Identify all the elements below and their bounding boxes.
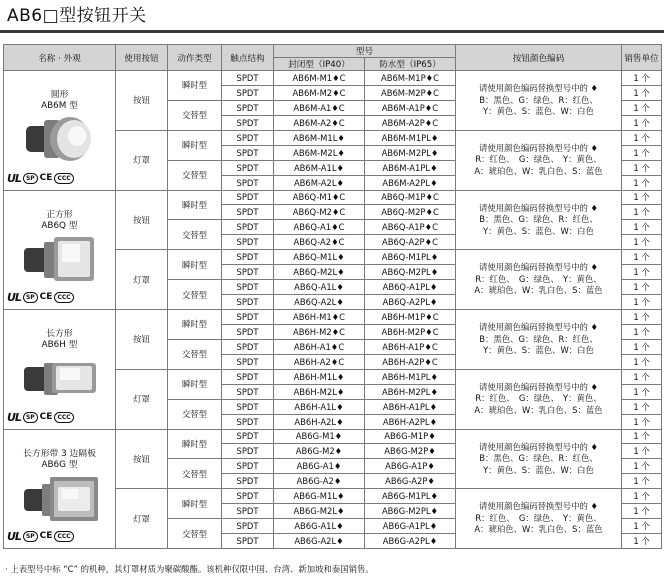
table-body — [4, 71, 662, 549]
contact-cell: SPDT — [222, 130, 274, 145]
model-sealed-cell: AB6M-M1L♦ — [274, 130, 365, 145]
header-action: 动作类型 — [168, 45, 222, 71]
model-sealed-cell: AB6Q-A1♦C — [274, 220, 365, 235]
product-type: AB6Q 型 — [41, 220, 78, 231]
certification-marks — [7, 292, 74, 303]
certification-marks — [7, 412, 74, 423]
table-row — [4, 429, 662, 444]
model-waterproof-cell: AB6Q-A1PL♦ — [365, 280, 456, 295]
product-name: 长方形 — [46, 329, 73, 340]
action-alternate-cell: 交替型 — [168, 280, 222, 310]
contact-cell: SPDT — [222, 175, 274, 190]
contact-cell: SPDT — [222, 235, 274, 250]
table-row — [4, 310, 662, 325]
model-sealed-cell: AB6G-M2L♦ — [274, 504, 365, 519]
color-code-cell — [456, 429, 622, 489]
sales-unit-cell: 1 个 — [622, 280, 662, 295]
action-momentary-cell: 瞬时型 — [168, 310, 222, 340]
contact-cell: SPDT — [222, 369, 274, 384]
sales-unit-cell: 1 个 — [622, 71, 662, 86]
action-momentary-cell: 瞬时型 — [168, 71, 222, 101]
model-sealed-cell: AB6G-M2♦ — [274, 444, 365, 459]
contact-cell: SPDT — [222, 265, 274, 280]
sales-unit-cell: 1 个 — [622, 205, 662, 220]
contact-cell: SPDT — [222, 190, 274, 205]
ce-mark-icon: CE — [39, 531, 53, 541]
model-sealed-cell: AB6Q-M1♦C — [274, 190, 365, 205]
use-button-cell: 按钮 — [116, 429, 168, 489]
csa-mark-icon: SP — [23, 173, 38, 184]
sales-unit-cell: 1 个 — [622, 414, 662, 429]
ccc-mark-icon: CCC — [54, 292, 73, 303]
model-waterproof-cell: AB6G-A2PL♦ — [365, 534, 456, 549]
sales-unit-cell: 1 个 — [622, 459, 662, 474]
header-sealed: 封闭型（IP40） — [274, 58, 365, 71]
sales-unit-cell: 1 个 — [622, 429, 662, 444]
model-sealed-cell: AB6M-M2L♦ — [274, 145, 365, 160]
ce-mark-icon: CE — [39, 292, 53, 302]
ul-mark-icon: UL — [7, 291, 21, 304]
sales-unit-cell: 1 个 — [622, 399, 662, 414]
model-sealed-cell: AB6H-A1♦C — [274, 339, 365, 354]
model-sealed-cell: AB6Q-A2♦C — [274, 235, 365, 250]
contact-cell: SPDT — [222, 354, 274, 369]
sales-unit-cell: 1 个 — [622, 265, 662, 280]
model-sealed-cell: AB6Q-M2L♦ — [274, 265, 365, 280]
color-code-line: Y：黄色、S：蓝色、W：白色 — [483, 464, 594, 475]
contact-cell: SPDT — [222, 414, 274, 429]
header-color: 按钮颜色编码 — [456, 45, 622, 71]
action-momentary-cell: 瞬时型 — [168, 489, 222, 519]
model-waterproof-cell: AB6M-A1P♦C — [365, 100, 456, 115]
model-sealed-cell: AB6H-M1L♦ — [274, 369, 365, 384]
color-code-line: A：琥珀色、W：乳白色、S：蓝色 — [474, 524, 603, 535]
model-sealed-cell: AB6Q-M2♦C — [274, 205, 365, 220]
sales-unit-cell: 1 个 — [622, 369, 662, 384]
model-sealed-cell: AB6G-A1♦ — [274, 459, 365, 474]
model-waterproof-cell: AB6Q-M1PL♦ — [365, 250, 456, 265]
model-waterproof-cell: AB6G-A1PL♦ — [365, 519, 456, 534]
model-sealed-cell: AB6H-A1L♦ — [274, 399, 365, 414]
sales-unit-cell: 1 个 — [622, 295, 662, 310]
model-sealed-cell: AB6H-M1♦C — [274, 310, 365, 325]
action-alternate-cell: 交替型 — [168, 519, 222, 549]
sales-unit-cell: 1 个 — [622, 504, 662, 519]
color-code-line: 请使用颜色编码替换型号中的 ♦ — [478, 501, 599, 512]
model-sealed-cell: AB6Q-A2L♦ — [274, 295, 365, 310]
model-waterproof-cell: AB6H-A2PL♦ — [365, 414, 456, 429]
sales-unit-cell: 1 个 — [622, 250, 662, 265]
model-sealed-cell: AB6G-A2♦ — [274, 474, 365, 489]
model-waterproof-cell: AB6M-A1PL♦ — [365, 160, 456, 175]
product-name: 正方形 — [46, 209, 73, 220]
model-waterproof-cell: AB6M-M2PL♦ — [365, 145, 456, 160]
color-code-cell — [456, 489, 622, 549]
model-sealed-cell: AB6M-A1♦C — [274, 100, 365, 115]
contact-cell: SPDT — [222, 85, 274, 100]
sales-unit-cell: 1 个 — [622, 310, 662, 325]
color-code-cell — [456, 71, 622, 131]
model-sealed-cell: AB6G-M1L♦ — [274, 489, 365, 504]
action-momentary-cell: 瞬时型 — [168, 429, 222, 459]
use-button-cell: 按钮 — [116, 71, 168, 131]
color-code-line: B：黑色、G：绿色、R：红色、 — [479, 453, 598, 464]
sales-unit-cell: 1 个 — [622, 85, 662, 100]
product-name: 圆形 — [50, 90, 69, 101]
action-momentary-cell: 瞬时型 — [168, 190, 222, 220]
sales-unit-cell: 1 个 — [622, 175, 662, 190]
product-type: AB6H 型 — [41, 340, 78, 351]
sales-unit-cell: 1 个 — [622, 130, 662, 145]
color-code-line: A：琥珀色、W：乳白色、S：蓝色 — [474, 404, 603, 415]
header-unit: 销售单位 — [622, 45, 662, 71]
sales-unit-cell: 1 个 — [622, 489, 662, 504]
model-sealed-cell: AB6M-M2♦C — [274, 85, 365, 100]
csa-mark-icon: SP — [23, 412, 38, 423]
model-waterproof-cell: AB6M-M1PL♦ — [365, 130, 456, 145]
model-waterproof-cell: AB6Q-A1P♦C — [365, 220, 456, 235]
product-cell — [4, 429, 116, 549]
pushbutton-photo-icon — [20, 471, 100, 527]
page-title: AB6□型按钮开关 — [7, 6, 147, 26]
sales-unit-cell: 1 个 — [622, 384, 662, 399]
product-cell — [4, 310, 116, 430]
color-code-line: 请使用颜色编码替换型号中的 ♦ — [478, 262, 599, 273]
color-code-cell — [456, 250, 622, 310]
model-waterproof-cell: AB6H-M1P♦C — [365, 310, 456, 325]
contact-cell: SPDT — [222, 310, 274, 325]
contact-cell: SPDT — [222, 295, 274, 310]
use-lamp-cover-cell: 灯罩 — [116, 130, 168, 190]
ccc-mark-icon: CCC — [54, 412, 73, 423]
model-waterproof-cell: AB6M-A2PL♦ — [365, 175, 456, 190]
color-code-cell — [456, 190, 622, 250]
model-waterproof-cell: AB6G-A1P♦ — [365, 459, 456, 474]
action-alternate-cell: 交替型 — [168, 100, 222, 130]
header-contact: 触点结构 — [222, 45, 274, 71]
contact-cell: SPDT — [222, 71, 274, 86]
model-sealed-cell: AB6G-A1L♦ — [274, 519, 365, 534]
model-waterproof-cell: AB6G-M2PL♦ — [365, 504, 456, 519]
model-waterproof-cell: AB6H-A2P♦C — [365, 354, 456, 369]
color-code-line: 请使用颜色编码替换型号中的 ♦ — [478, 322, 599, 333]
contact-cell: SPDT — [222, 519, 274, 534]
certification-marks — [7, 173, 74, 184]
contact-cell: SPDT — [222, 399, 274, 414]
product-name: 长方形带 3 边隔板 — [23, 448, 96, 459]
contact-cell: SPDT — [222, 205, 274, 220]
contact-cell: SPDT — [222, 534, 274, 549]
color-code-line: R：红色、 G：绿色、 Y：黄色、 — [475, 273, 602, 284]
csa-mark-icon: SP — [23, 292, 38, 303]
model-waterproof-cell: AB6G-M1PL♦ — [365, 489, 456, 504]
color-code-line: A：琥珀色、W：乳白色、S：蓝色 — [474, 165, 603, 176]
table-row — [4, 190, 662, 205]
color-code-cell — [456, 310, 622, 370]
sales-unit-cell: 1 个 — [622, 324, 662, 339]
color-code-line: R：红色、 G：绿色、 Y：黄色、 — [475, 512, 602, 523]
color-code-line: 请使用颜色编码替换型号中的 ♦ — [478, 202, 599, 213]
contact-cell: SPDT — [222, 444, 274, 459]
model-sealed-cell: AB6G-M1♦ — [274, 429, 365, 444]
header-model: 型号 — [274, 45, 456, 58]
sales-unit-cell: 1 个 — [622, 534, 662, 549]
model-waterproof-cell: AB6Q-M2P♦C — [365, 205, 456, 220]
color-code-line: Y：黄色、S：蓝色、W：白色 — [483, 106, 594, 117]
model-waterproof-cell: AB6H-M1PL♦ — [365, 369, 456, 384]
use-button-cell: 按钮 — [116, 190, 168, 250]
contact-cell: SPDT — [222, 100, 274, 115]
color-code-line: 请使用颜色编码替换型号中的 ♦ — [478, 381, 599, 392]
model-sealed-cell: AB6H-M2♦C — [274, 324, 365, 339]
action-alternate-cell: 交替型 — [168, 459, 222, 489]
pushbutton-photo-icon — [20, 351, 100, 407]
ul-mark-icon: UL — [7, 171, 21, 185]
contact-cell: SPDT — [222, 250, 274, 265]
action-momentary-cell: 瞬时型 — [168, 369, 222, 399]
model-sealed-cell: AB6H-A2♦C — [274, 354, 365, 369]
contact-cell: SPDT — [222, 280, 274, 295]
sales-unit-cell: 1 个 — [622, 115, 662, 130]
model-waterproof-cell: AB6Q-M2PL♦ — [365, 265, 456, 280]
contact-cell: SPDT — [222, 339, 274, 354]
product-cell — [4, 190, 116, 310]
model-sealed-cell: AB6Q-A1L♦ — [274, 280, 365, 295]
action-momentary-cell: 瞬时型 — [168, 250, 222, 280]
product-type: AB6G 型 — [41, 459, 78, 470]
model-table — [3, 44, 662, 549]
action-alternate-cell: 交替型 — [168, 160, 222, 190]
color-code-cell — [456, 130, 622, 190]
color-code-line: B：黑色、G：绿色、R：红色、 — [479, 214, 598, 225]
sales-unit-cell: 1 个 — [622, 444, 662, 459]
product-type: AB6M 型 — [41, 101, 78, 112]
sales-unit-cell: 1 个 — [622, 339, 662, 354]
contact-cell: SPDT — [222, 384, 274, 399]
model-waterproof-cell: AB6Q-M1P♦C — [365, 190, 456, 205]
use-lamp-cover-cell: 灯罩 — [116, 250, 168, 310]
color-code-line: 请使用颜色编码替换型号中的 ♦ — [478, 142, 599, 153]
color-code-line: A：琥珀色、W：乳白色、S：蓝色 — [474, 285, 603, 296]
model-waterproof-cell: AB6G-A2P♦ — [365, 474, 456, 489]
sales-unit-cell: 1 个 — [622, 160, 662, 175]
model-waterproof-cell: AB6H-M2P♦C — [365, 324, 456, 339]
contact-cell: SPDT — [222, 324, 274, 339]
model-waterproof-cell: AB6G-M2P♦ — [365, 444, 456, 459]
header-use: 使用按钮 — [116, 45, 168, 71]
color-code-line: R：红色、 G：绿色、 Y：黄色、 — [475, 154, 602, 165]
contact-cell: SPDT — [222, 489, 274, 504]
ccc-mark-icon: CCC — [54, 173, 73, 184]
color-code-line: 请使用颜色编码替换型号中的 ♦ — [478, 83, 599, 94]
sales-unit-cell: 1 个 — [622, 474, 662, 489]
product-cell — [4, 71, 116, 191]
model-waterproof-cell: AB6H-A1P♦C — [365, 339, 456, 354]
sales-unit-cell: 1 个 — [622, 220, 662, 235]
use-lamp-cover-cell: 灯罩 — [116, 369, 168, 429]
title-rule — [0, 30, 664, 33]
color-code-line: Y：黄色、S：蓝色、W：白色 — [483, 345, 594, 356]
model-sealed-cell: AB6M-A1L♦ — [274, 160, 365, 175]
model-sealed-cell: AB6M-A2L♦ — [274, 175, 365, 190]
ce-mark-icon: CE — [39, 172, 53, 183]
model-sealed-cell: AB6G-A2L♦ — [274, 534, 365, 549]
model-sealed-cell: AB6M-A2♦C — [274, 115, 365, 130]
color-code-cell — [456, 369, 622, 429]
contact-cell: SPDT — [222, 459, 274, 474]
csa-mark-icon: SP — [23, 531, 38, 542]
use-button-cell: 按钮 — [116, 310, 168, 370]
model-sealed-cell: AB6H-A2L♦ — [274, 414, 365, 429]
footnote: · 上表型号中标 “C” 的机种，其灯罩材质为聚碳酸酯。该机种仅限中国、台湾、新加坡和泰国销售。 — [5, 564, 374, 574]
color-code-line: B：黑色、G：绿色、R：红色、 — [479, 94, 598, 105]
sales-unit-cell: 1 个 — [622, 145, 662, 160]
color-code-line: R：红色、 G：绿色、 Y：黄色、 — [475, 393, 602, 404]
contact-cell: SPDT — [222, 429, 274, 444]
model-waterproof-cell: AB6G-M1P♦ — [365, 429, 456, 444]
action-alternate-cell: 交替型 — [168, 220, 222, 250]
contact-cell: SPDT — [222, 145, 274, 160]
action-alternate-cell: 交替型 — [168, 399, 222, 429]
model-waterproof-cell: AB6Q-A2PL♦ — [365, 295, 456, 310]
model-waterproof-cell: AB6H-A1PL♦ — [365, 399, 456, 414]
ccc-mark-icon: CCC — [54, 531, 73, 542]
action-alternate-cell: 交替型 — [168, 339, 222, 369]
table-row — [4, 71, 662, 86]
header-waterproof: 防水型（IP65） — [365, 58, 456, 71]
model-sealed-cell: AB6Q-M1L♦ — [274, 250, 365, 265]
contact-cell: SPDT — [222, 115, 274, 130]
model-waterproof-cell: AB6M-M1P♦C — [365, 71, 456, 86]
model-waterproof-cell: AB6M-M2P♦C — [365, 85, 456, 100]
model-sealed-cell: AB6H-M2L♦ — [274, 384, 365, 399]
pushbutton-photo-icon — [20, 112, 100, 168]
ul-mark-icon: UL — [7, 530, 21, 543]
sales-unit-cell: 1 个 — [622, 235, 662, 250]
contact-cell: SPDT — [222, 504, 274, 519]
certification-marks — [7, 531, 74, 542]
use-lamp-cover-cell: 灯罩 — [116, 489, 168, 549]
ul-mark-icon: UL — [7, 410, 21, 424]
sales-unit-cell: 1 个 — [622, 519, 662, 534]
contact-cell: SPDT — [222, 474, 274, 489]
model-waterproof-cell: AB6H-M2PL♦ — [365, 384, 456, 399]
model-sealed-cell: AB6M-M1♦C — [274, 71, 365, 86]
sales-unit-cell: 1 个 — [622, 190, 662, 205]
ce-mark-icon: CE — [39, 411, 53, 422]
model-waterproof-cell: AB6Q-A2P♦C — [365, 235, 456, 250]
pushbutton-photo-icon — [20, 232, 100, 288]
contact-cell: SPDT — [222, 220, 274, 235]
header-name: 名称 · 外观 — [4, 45, 116, 71]
sales-unit-cell: 1 个 — [622, 354, 662, 369]
color-code-line: B：黑色、G：绿色、R：红色、 — [479, 333, 598, 344]
action-momentary-cell: 瞬时型 — [168, 130, 222, 160]
contact-cell: SPDT — [222, 160, 274, 175]
model-waterproof-cell: AB6M-A2P♦C — [365, 115, 456, 130]
color-code-line: 请使用颜色编码替换型号中的 ♦ — [478, 441, 599, 452]
sales-unit-cell: 1 个 — [622, 100, 662, 115]
color-code-line: Y：黄色、S：蓝色、W：白色 — [483, 225, 594, 236]
